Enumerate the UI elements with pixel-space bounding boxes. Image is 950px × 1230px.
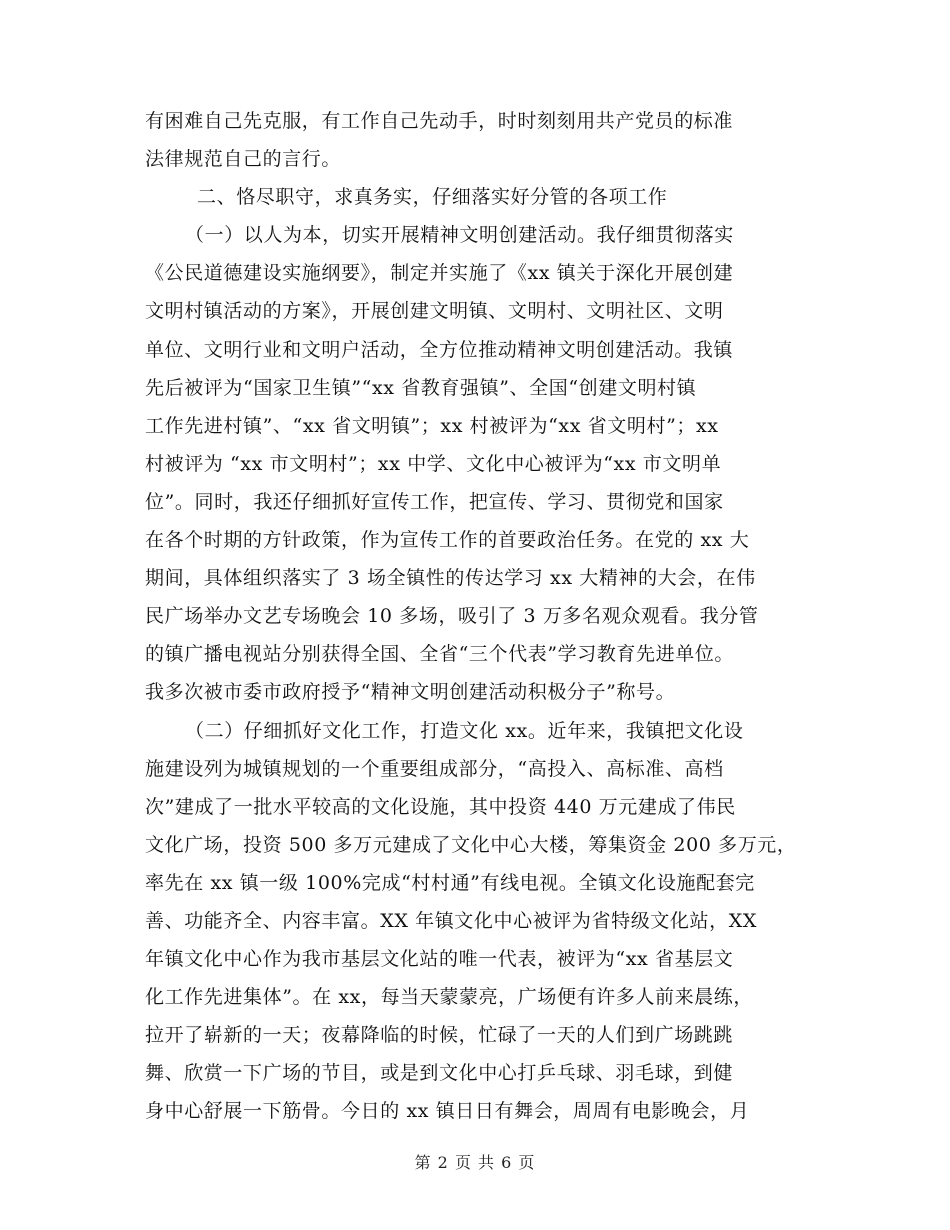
text-line: 位”。同时，我还仔细抓好宣传工作，把宣传、学习、贯彻党和国家	[145, 490, 724, 513]
document-body	[145, 102, 810, 1131]
paragraph-start-line: （二）仔细抓好文化工作，打造文化 xx。近年来，我镇把文化设	[185, 719, 744, 742]
text-line: 在各个时期的方针政策，作为宣传工作的首要政治任务。在党的 xx 大	[145, 529, 750, 552]
text-line: 我多次被市委市政府授予“精神文明创建活动积极分子”称号。	[145, 681, 676, 704]
text-line: 先后被评为“国家卫生镇”“xx 省教育强镇”、全国“创建文明村镇	[145, 376, 697, 399]
text-line: 善、功能齐全、内容丰富。XX 年镇文化中心被评为省特级文化站，XX	[145, 909, 757, 932]
text-line: 民广场举办文艺专场晚会 10 多场，吸引了 3 万多名观众观看。我分管	[145, 605, 759, 628]
text-line: 法律规范自己的言行。	[145, 148, 342, 171]
text-line: 施建设列为城镇规划的一个重要组成部分，“高投入、高标准、高档	[145, 757, 724, 780]
text-line: 文明村镇活动的方案》，开展创建文明镇、文明村、文明社区、文明	[145, 300, 724, 323]
text-line: 拉开了崭新的一天；夜幕降临的时候，忙碌了一天的人们到广场跳跳	[145, 1024, 734, 1047]
paragraph-start-line: （一）以人为本，切实开展精神文明创建活动。我仔细贯彻落实	[185, 224, 734, 247]
section-heading: 二、恪尽职守，求真务实，仔细落实好分管的各项工作	[197, 186, 668, 209]
text-line: 期间，具体组织落实了 3 场全镇性的传达学习 xx 大精神的大会，在伟	[145, 567, 756, 590]
text-line: 有困难自己先克服，有工作自己先动手，时时刻刻用共产党员的标准	[145, 110, 734, 132]
text-line: 年镇文化中心作为我市基层文化站的唯一代表，被评为“xx 省基层文	[145, 948, 734, 971]
text-line: 率先在 xx 镇一级 100%完成“村村通”有线电视。全镇文化设施配套完	[145, 871, 755, 894]
text-line: 化工作先进集体”。在 xx，每当天蒙蒙亮，广场便有许多人前来晨练，	[145, 986, 753, 1009]
text-line: 村被评为 “xx 市文明村”；xx 中学、文化中心被评为“xx 市文明单	[145, 452, 722, 475]
page-number-footer: 第 2 页 共 6 页	[414, 1153, 536, 1172]
text-line: 工作先进村镇”、“xx 省文明镇”；xx 村被评为“xx 省文明村”；xx	[145, 414, 719, 437]
text-line: 的镇广播电视站分别获得全国、全省“三个代表”学习教育先进单位。	[145, 643, 735, 666]
text-line: 舞、欣赏一下广场的节目，或是到文化中心打乒乓球、羽毛球，到健	[145, 1062, 734, 1085]
text-line: 身中心舒展一下筋骨。今日的 xx 镇日日有舞会，周周有电影晚会，月	[145, 1100, 750, 1123]
text-line: 单位、文明行业和文明户活动，全方位推动精神文明创建活动。我镇	[145, 338, 734, 361]
text-line: 次”建成了一批水平较高的文化设施，其中投资 440 万元建成了伟民	[145, 795, 736, 818]
text-line: 文化广场，投资 500 多万元建成了文化中心大楼，筹集资金 200 多万元，	[145, 833, 797, 856]
text-line: 《公民道德建设实施纲要》，制定并实施了《xx 镇关于深化开展创建	[145, 262, 734, 285]
